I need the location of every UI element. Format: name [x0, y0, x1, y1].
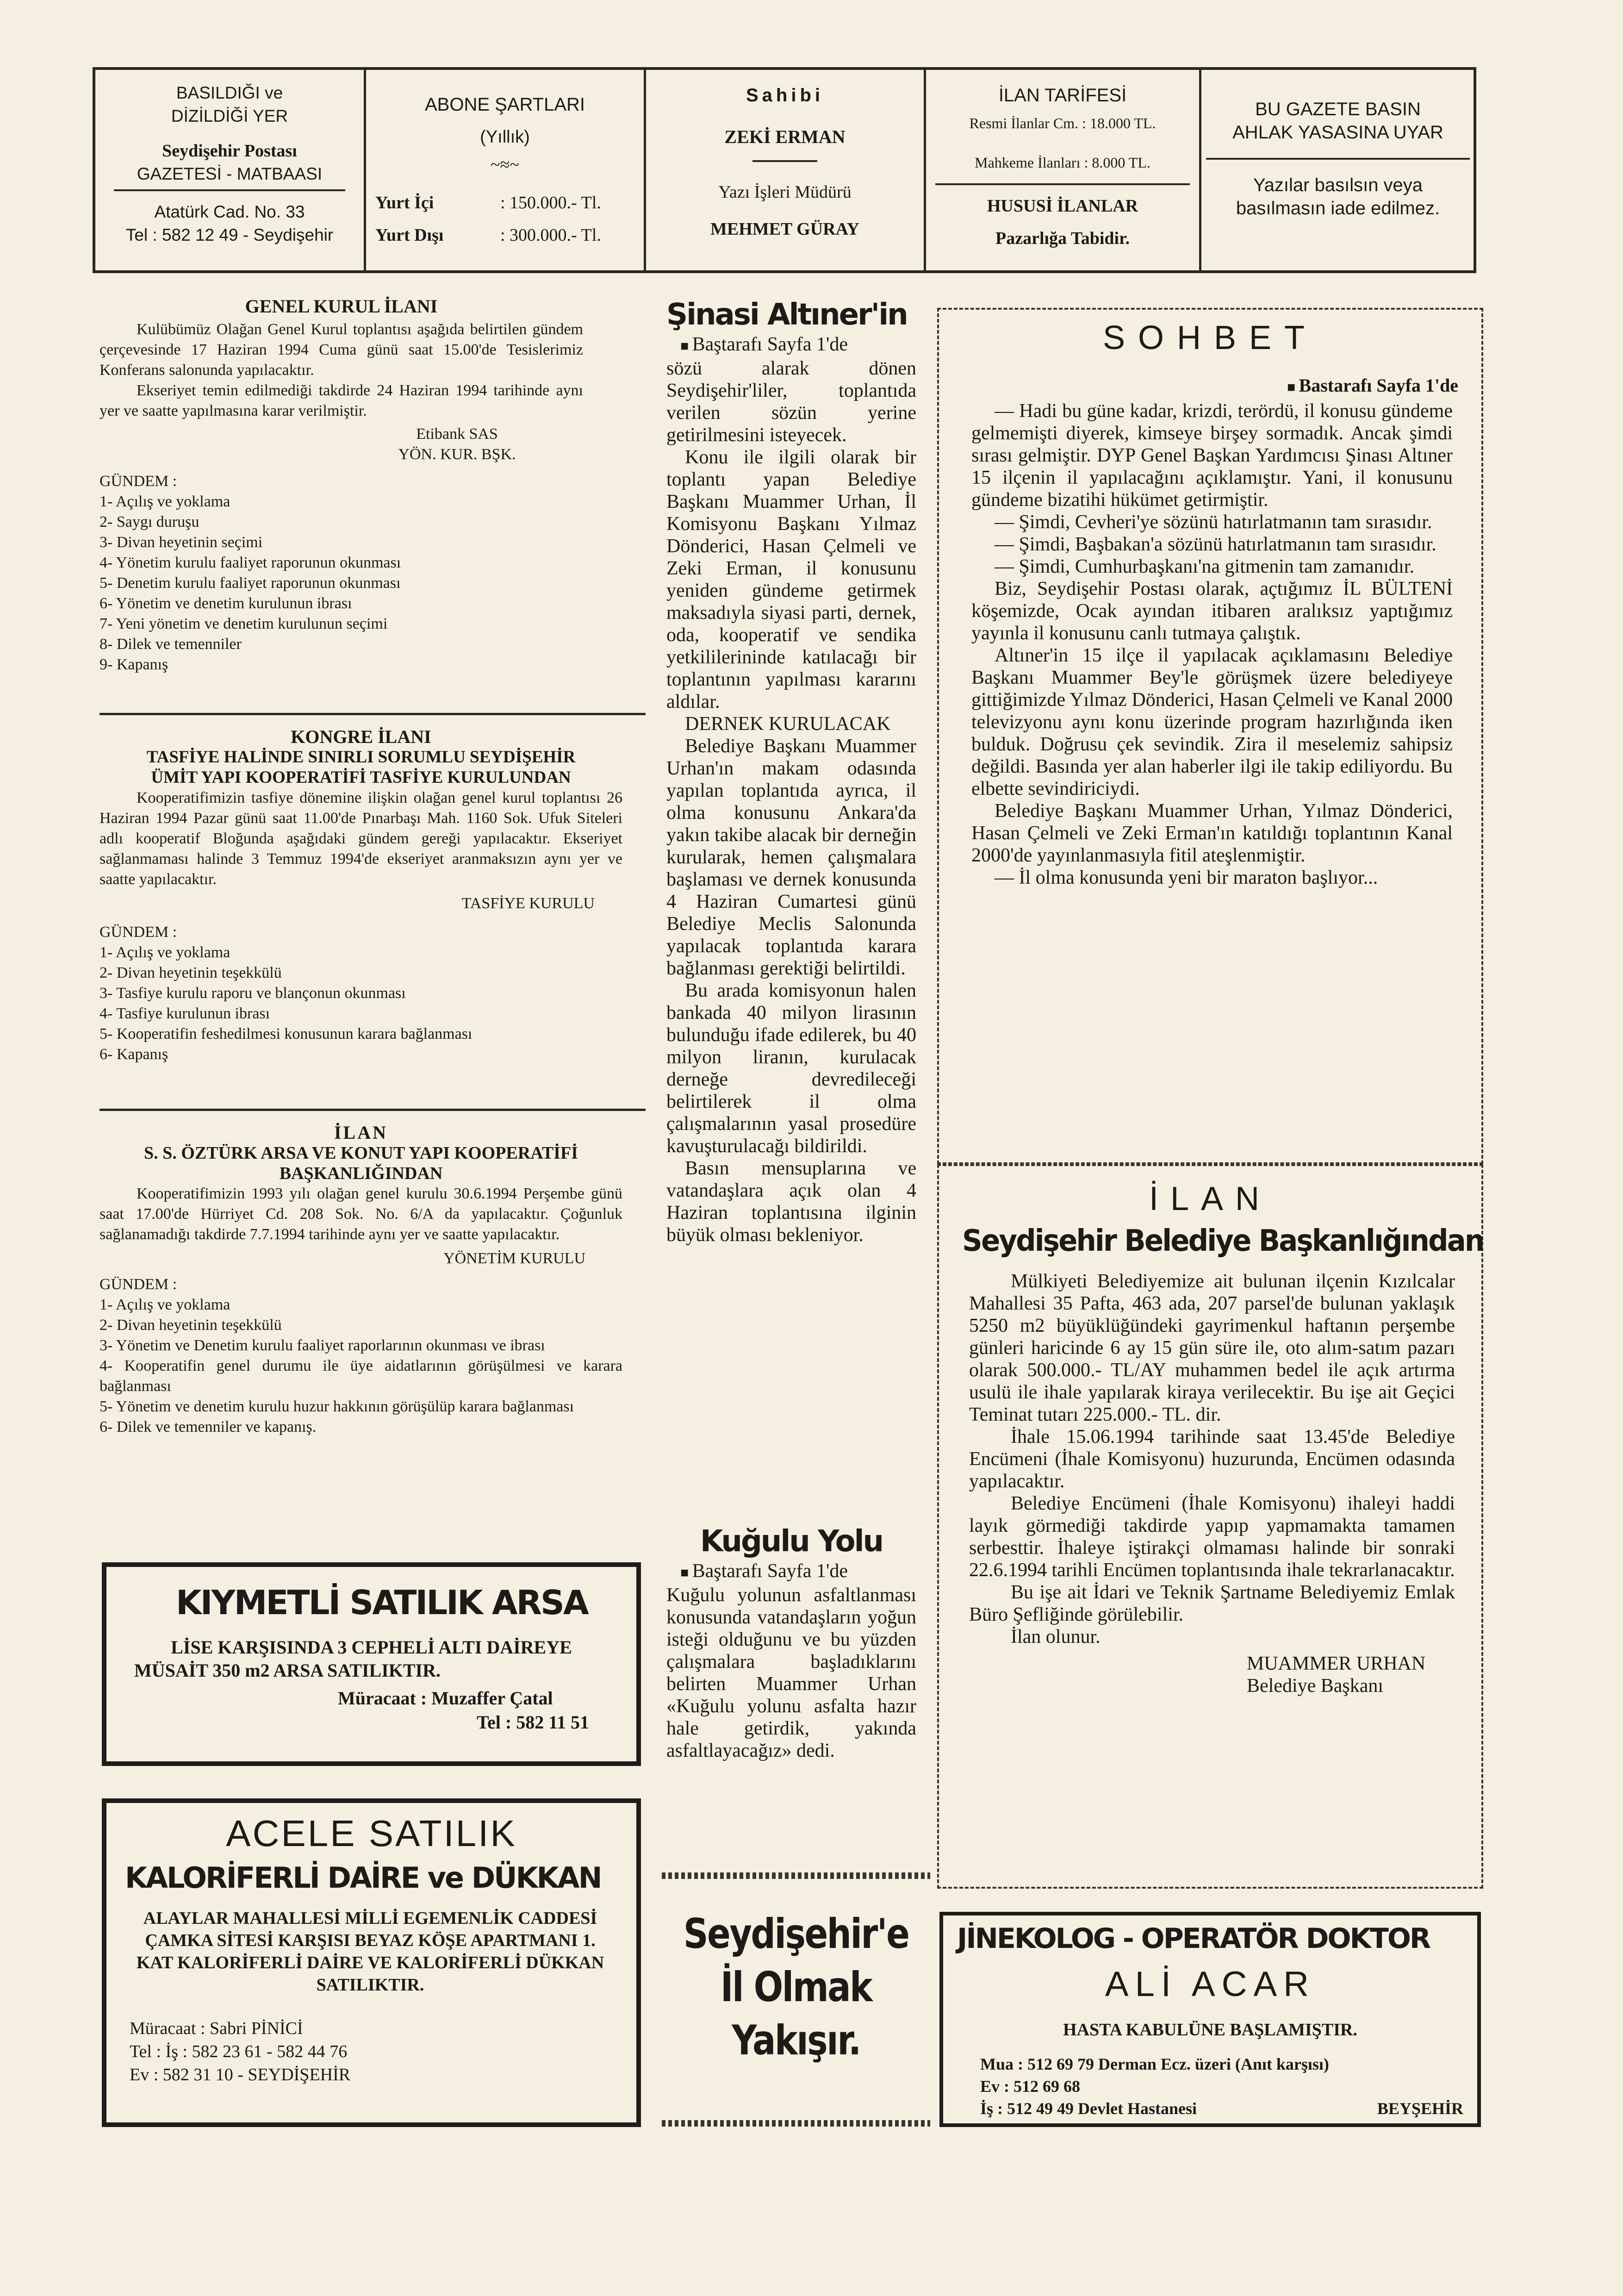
gundem-item: 1- Açılış ve yoklama — [99, 1296, 230, 1313]
subscription-sub: (Yıllık) — [480, 127, 530, 147]
sinasi-paragraph: sözü alarak dönen Seydişehir'liler, toplantıda verilen sözün yerine getirilmesini isteyecek. — [666, 358, 916, 446]
sohbet-lead: ■ Bastarafı Sayfa 1'de — [1287, 374, 1458, 396]
acele-body: ALAYLAR MAHALLESİ MİLLİ EGEMENLİK CADDESİ ÇAMKA SİTESİ KARŞISI BEYAZ KÖŞE APARTMANI 1. KAT KALORİFERLİ DAİRE VE KALORİFERLİ DÜKKAN SATILIKTIR. — [136, 1909, 604, 1995]
gundem-item: 2- Divan heyetinin teşekkülü — [99, 1316, 282, 1334]
slogan-line-3: Yakışır. — [732, 2016, 860, 2064]
kongre-body: Kooperatifimizin tasfiye dönemine ilişkin olağan genel kurul toplantısı 26 Haziran 1994 Pazar günü saat 11.00'de Pınarbaşı Mah. 1160 Sok. Ufuk Siteleri adlı kooperatif Bloğunda aşağıdaki gündem gereği yapılacaktır. Ekseriyet sağlanmaması halinde 3 Temmuz 1994'de ekseriyet aranmaksızın aynı yer ve saatte yapılacaktır. — [99, 789, 622, 888]
masthead — [93, 67, 1476, 273]
gundem-item: 1- Açılış ve yoklama — [99, 493, 230, 510]
masthead-ad-rates — [926, 70, 1199, 270]
kongre-title: KONGRE İLANI — [291, 726, 431, 747]
ad-rates-title: İLAN TARİFESİ — [998, 85, 1127, 106]
kugulu-lead: ■ Baştarafı Sayfa 1'de — [666, 1560, 916, 1584]
gundem-item: 4- Tasfiye kurulunun ibrası — [99, 1005, 270, 1022]
jinekolog-city: BEYŞEHİR — [1377, 2099, 1463, 2118]
kugulu-title: Kuğulu Yolu — [700, 1524, 883, 1559]
sohbet-title: SOHBET — [1102, 319, 1318, 356]
sinasi-title: Şinasi Altıner'in — [666, 298, 907, 332]
genel-kurul-body-2: Ekseriyet temin edilmediği takdirde 24 Haziran 1994 tarihinde aynı yer ve saatte yapılmasına karar verilmiştir. — [99, 382, 583, 419]
masthead-ethics — [1201, 70, 1474, 270]
belediye-title: İLAN — [1149, 1180, 1272, 1217]
acele-title: ACELE SATILIK — [226, 1813, 517, 1854]
belediye-sign-2: Belediye Başkanı — [1247, 1675, 1384, 1697]
masthead-owner — [646, 70, 924, 270]
sohbet-body — [971, 400, 1453, 889]
printer-line-4: GAZETESİ - MATBAASI — [137, 164, 323, 183]
wavy-rule — [662, 2120, 930, 2127]
belediye-subtitle: Seydişehir Belediye Başkanlığından — [962, 1224, 1484, 1258]
ornament: ~≈~ — [491, 155, 519, 175]
ozturk-body: Kooperatifimizin 1993 yılı olağan genel kurulu 30.6.1994 Perşembe günü saat 17.00'de Hürriyet Cd. 208 Sok. No. 6/A da yapılacaktır. Çoğunluk sağlanamadığı takdirde 7.7.1994 tarihinde aynı yer ve saatte yapılacaktır. — [99, 1185, 622, 1243]
sohbet-paragraph: Altıner'in 15 ilçe il yapılacak açıklamasını Belediye Başkanı Muammer Bey'le görüşmek üzere belediyeye gittiğimizde Yılmaz Dönderici, Hasan Çelmeli ve Kanal 2000 televizyonu aynı konu üzerinde program hazırlığında iken bulduk. Doğrusu çek sevindik. Zira il meselemiz sahipsiz değildi. Basında yer alan haberler ilgi ile takip ediliyordu. Bu elbette sevindiriciydi. — [971, 645, 1453, 799]
sohbet-paragraph: — İl olma konusunda yeni bir maraton başlıyor... — [995, 867, 1378, 888]
ozturk-title: İLAN — [334, 1122, 388, 1143]
jinekolog-line: HASTA KABULÜNE BAŞLAMIŞTIR. — [1063, 2020, 1357, 2040]
gundem-item: 4- Yönetim kurulu faaliyet raporunun okunması — [99, 554, 401, 571]
acele-ad — [102, 1798, 641, 2127]
printer-line-3: Seydişehir Postası — [162, 141, 297, 161]
gundem-item: 8- Dilek ve temenniler — [99, 636, 242, 653]
acele-contact-1: Müracaat : Sabri PİNİCİ — [130, 2019, 303, 2038]
gundem-label: GÜNDEM : — [99, 923, 177, 941]
kiymetli-ad — [102, 1562, 641, 1766]
printer-line-6: Tel : 582 12 49 - Seydişehir — [125, 225, 334, 244]
genel-kurul-notice — [99, 296, 583, 675]
gundem-item: 7- Yeni yönetim ve denetim kurulunun seçimi — [99, 615, 388, 632]
subscription-foreign-label: Yurt Dışı — [375, 225, 444, 245]
kiymetli-contact-2: Tel : 582 11 51 — [477, 1712, 589, 1733]
sinasi-lead: ■ Baştarafı Sayfa 1'de — [666, 333, 916, 357]
gundem-item: 5- Denetim kurulu faaliyet raporunun okunması — [99, 574, 401, 592]
editor-name: MEHMET GÜRAY — [710, 219, 859, 239]
gundem-item: 2- Divan heyetinin teşekkülü — [99, 964, 282, 981]
belediye-paragraph: Bu işe ait İdari ve Teknik Şartname Belediyemiz Emlak Büro Şefliğinde görülebilir. — [969, 1582, 1455, 1625]
gundem-item: 6- Yönetim ve denetim kurulunun ibrası — [99, 595, 352, 612]
section-rule — [99, 1109, 646, 1111]
owner-title: Sahibi — [746, 85, 824, 106]
kugulu-body: Kuğulu yolunun asfaltlanması konusunda vatandaşların yoğun isteği olduğunu ve bu yüzden çalışmalara başladıklarını belirten Muammer Urhan «Kuğulu yolunu asfalta hazır hale getirdik, yakında asfaltlayacağız» dedi. — [666, 1585, 916, 1761]
sohbet-paragraph: — Şimdi, Başbakan'a sözünü hatırlatmanın tam sırasıdır. — [995, 534, 1436, 555]
gundem-item: 2- Saygı duruşu — [99, 513, 199, 530]
gundem-item: 6- Dilek ve temenniler ve kapanış. — [99, 1418, 317, 1435]
jinekolog-contact-3: İş : 512 49 49 Devlet Hastanesi — [980, 2099, 1197, 2118]
ozturk-sign: YÖNETİM KURULU — [443, 1250, 585, 1267]
acele-contact-3: Ev : 582 31 10 - SEYDİŞEHİR — [130, 2065, 351, 2084]
sinasi-paragraph: Konu ile ilgili olarak bir toplantı yapan Belediye Başkanı Muammer Urhan, İl Komisyonu Başkanı Yılmaz Dönderici, Hasan Çelmeli ve Zeki Erman, il konusunu yeniden gündeme getirmek maksadıyla siyasi parti, dernek, oda, kooperatif ve sendika yetkililerininde katılacağı bir toplantının yapılması kararını aldılar. — [666, 447, 916, 712]
kiymetli-line-2: MÜSAİT 350 m2 ARSA SATILIKTIR. — [134, 1660, 441, 1681]
ethics-line-2: AHLAK YASASINA UYAR — [1232, 122, 1443, 143]
gundem-item: 3- Tasfiye kurulu raporu ve blançonun okunması — [99, 985, 406, 1002]
kiymetli-line-1: LİSE KARŞISINDA 3 CEPHELİ ALTI DAİREYE — [171, 1637, 572, 1658]
sinasi-article — [666, 296, 916, 1246]
belediye-sign-1: MUAMMER URHAN — [1247, 1653, 1426, 1674]
belediye-paragraph: İlan olunur. — [1011, 1626, 1101, 1647]
gundem-item: 3- Yönetim ve Denetim kurulu faaliyet raporlarının okunması ve ibrası — [99, 1337, 545, 1354]
gundem-label: GÜNDEM : — [99, 1276, 177, 1293]
kongre-notice — [99, 727, 622, 1065]
belediye-paragraph: Belediye Encümeni (İhale Komisyonu) ihaleyi haddi layık görmediği takdirde yapıp yapmamakta tamamen serbesttir. İhaleye iştirakçi olmaması halinde bir sonraki 22.6.1994 tarihli Encümen toplantısında ihale tekrarlanacaktır. — [969, 1493, 1455, 1581]
sohbet-column — [937, 308, 1483, 1164]
sohbet-paragraph: Belediye Başkanı Muammer Urhan, Yılmaz Dönderici, Hasan Çelmeli ve Zeki Erman'ın katıldığı toplantının Kanal 2000'de yayınlanmasıyla fitil ateşlenmiştir. — [971, 800, 1453, 866]
masthead-printer — [95, 70, 364, 270]
printer-line-1: BASILDIĞI ve — [176, 83, 283, 102]
jinekolog-ad — [939, 1912, 1481, 2127]
ad-rates-court: Mahkeme İlanları : 8.000 TL. — [975, 154, 1150, 171]
genel-kurul-title: GENEL KURUL İLANI — [245, 296, 438, 317]
sohbet-paragraph: Biz, Seydişehir Postası olarak, açtığımız İL BÜLTENİ köşemizde, Ocak ayından itibaren aralıksız yaptığımız yayınla il konusunu canlı tutmaya çalıştık. — [971, 578, 1453, 644]
printer-line-5: Atatürk Cad. No. 33 — [154, 202, 305, 221]
editor-role: Yazı İşleri Müdürü — [718, 182, 852, 202]
wavy-rule — [662, 1872, 930, 1879]
gundem-item: 6- Kapanış — [99, 1046, 168, 1063]
sohbet-paragraph: — Şimdi, Cevheri'ye sözünü hatırlatmanın tam sırasıdır. — [995, 512, 1432, 533]
ad-rates-official: Resmi İlanlar Cm. : 18.000 TL. — [969, 115, 1156, 131]
kongre-sign: TASFİYE KURULU — [461, 895, 595, 912]
sohbet-paragraph: — Şimdi, Cumhurbaşkanı'na gitmenin tam zamanıdır. — [995, 556, 1414, 577]
jinekolog-contact-1: Mua : 512 69 79 Derman Ecz. üzeri (Anıt karşısı) — [980, 2055, 1329, 2073]
gundem-item: 9- Kapanış — [99, 656, 168, 673]
genel-kurul-sign-1: Etibank SAS — [416, 425, 498, 443]
sinasi-subhead: DERNEK KURULACAK — [685, 713, 891, 735]
jinekolog-name: ALİ ACAR — [1105, 1965, 1316, 2004]
ethics-line-3: Yazılar basılsın veya — [1253, 175, 1423, 195]
subscription-foreign-value: : 300.000.- Tl. — [500, 225, 601, 245]
ethics-line-4: basılmasın iade edilmez. — [1236, 198, 1440, 218]
jinekolog-contact-2: Ev : 512 69 68 — [980, 2077, 1080, 2096]
belediye-paragraph: İhale 15.06.1994 tarihinde saat 13.45'de Belediye Encümeni (İhale Komisyonu) huzurunda, Encümen odasında yapılacaktır. — [969, 1426, 1455, 1492]
kongre-subtitle-2: ÜMİT YAPI KOOPERATİFİ TASFİYE KURULUNDAN — [151, 768, 571, 787]
sinasi-paragraph: Basın mensuplarına ve vatandaşlara açık olan 4 Haziran toplantısına ilginin büyük olması bekleniyor. — [666, 1158, 916, 1246]
slogan-line-2: İl Olmak — [720, 1963, 872, 2011]
slogan-line-1: Seydişehir'e — [683, 1910, 909, 1958]
kiymetli-title: KIYMETLİ SATILIK ARSA — [176, 1583, 588, 1622]
jinekolog-title: JİNEKOLOG - OPERATÖR DOKTOR — [957, 1922, 1430, 1955]
printer-line-2: DİZİLDİĞİ YER — [171, 106, 288, 125]
ad-rates-negotiable: Pazarlığa Tabidir. — [995, 229, 1130, 248]
kongre-subtitle-1: TASFİYE HALİNDE SINIRLI SORUMLU SEYDİŞEHİR — [146, 748, 576, 767]
gundem-item: 4- Kooperatifin genel durumu ile üye aidatlarının görüşülmesi ve karara bağlanması — [99, 1357, 622, 1395]
ozturk-subtitle-1: S. S. ÖZTÜRK ARSA VE KONUT YAPI KOOPERATİFİ — [144, 1143, 578, 1163]
subscription-domestic-value: : 150.000.- Tl. — [500, 193, 601, 212]
gundem-item: 5- Kooperatifin feshedilmesi konusunun karara bağlanması — [99, 1025, 473, 1042]
belediye-body — [969, 1270, 1455, 1697]
ozturk-subtitle-2: BAŞKANLIĞINDAN — [279, 1164, 443, 1183]
acele-contact-2: Tel : İş : 582 23 61 - 582 44 76 — [130, 2042, 348, 2061]
section-rule — [99, 713, 646, 715]
sinasi-paragraph: Belediye Başkanı Muammer Urhan'ın makam odasında yapılan toplantıda ayrıca, il olma konusunu Ankara'da yakın takibe alacak bir derneğin kurularak, hemen çalışmalara başlaması ve dernek konusunda 4 Haziran Cumartesi günü Belediye Meclis Salonunda yapılacak toplantıda karara bağlanması gerektiği belirtildi. — [666, 736, 916, 979]
belediye-paragraph: Mülkiyeti Belediyemize ait bulunan ilçenin Kızılcalar Mahallesi 35 Pafta, 463 ada, 207 parsel'de bulunan yaklaşık 5250 m2 büyüklüğündeki gayrimenkul haftanın perşembe günleri haricinde 6 ay 15 gün süre ile, oto alım-satım pazarı olarak 500.000.- TL/AY muhammen bedel ile açık artırma usulü ile ihale yapılarak kiraya verilecektir. Bu işe ait Geçici Teminat tutarı 225.000.- TL. dir. — [969, 1271, 1455, 1425]
sohbet-paragraph: — Hadi bu güne kadar, krizdi, terördü, il konusu gündeme gelmemişti diyerek, kimseye birşey sormadık. Ancak şimdi sırası gelmiştir. DYP Genel Başkan Yardımcısı Şinası Altıner 15 ilçenin il yapılacağını açıklamıştır. Yani, il konusunu gündeme bizatihi hükümet getirmiştir. — [971, 400, 1453, 511]
belediye-notice — [937, 1164, 1483, 1889]
ozturk-notice — [99, 1123, 622, 1437]
genel-kurul-sign-2: YÖN. KUR. BŞK. — [398, 446, 516, 463]
gundem-item: 3- Divan heyetinin seçimi — [99, 534, 263, 551]
subscription-title: ABONE ŞARTLARI — [424, 94, 585, 115]
ad-rates-private: HUSUSİ İLANLAR — [987, 196, 1138, 216]
masthead-subscription — [366, 70, 644, 270]
gundem-label: GÜNDEM : — [99, 473, 177, 490]
owner-name: ZEKİ ERMAN — [724, 126, 846, 147]
slogan — [662, 1907, 930, 2067]
genel-kurul-body: Kulübümüz Olağan Genel Kurul toplantısı aşağıda belirtilen gündem çerçevesinde 17 Haziran 1994 Cuma günü saat 15.00'de Tesislerimiz Konferans salonunda yapılacaktır. — [99, 321, 583, 379]
subscription-domestic-label: Yurt İçi — [375, 193, 434, 212]
ethics-line-1: BU GAZETE BASIN — [1255, 99, 1421, 119]
kugulu-article — [666, 1523, 916, 1762]
gundem-item: 1- Açılış ve yoklama — [99, 944, 230, 961]
gundem-item: 5- Yönetim ve denetim kurulu huzur hakkının görüşülüp karara bağlanması — [99, 1398, 574, 1415]
kiymetli-contact-1: Müracaat : Muzaffer Çatal — [338, 1688, 553, 1709]
acele-subtitle: KALORİFERLİ DAİRE ve DÜKKAN — [125, 1861, 601, 1895]
sinasi-paragraph: Bu arada komisyonun halen bankada 40 milyon lirasının bulunduğu ifade edilerek, bu 40 milyon liranın, kurulacak derneğe devredileceği belirtilerek il olma çalışmalarının yasal prosedüre kavuşturulacağı bildirildi. — [666, 980, 916, 1157]
